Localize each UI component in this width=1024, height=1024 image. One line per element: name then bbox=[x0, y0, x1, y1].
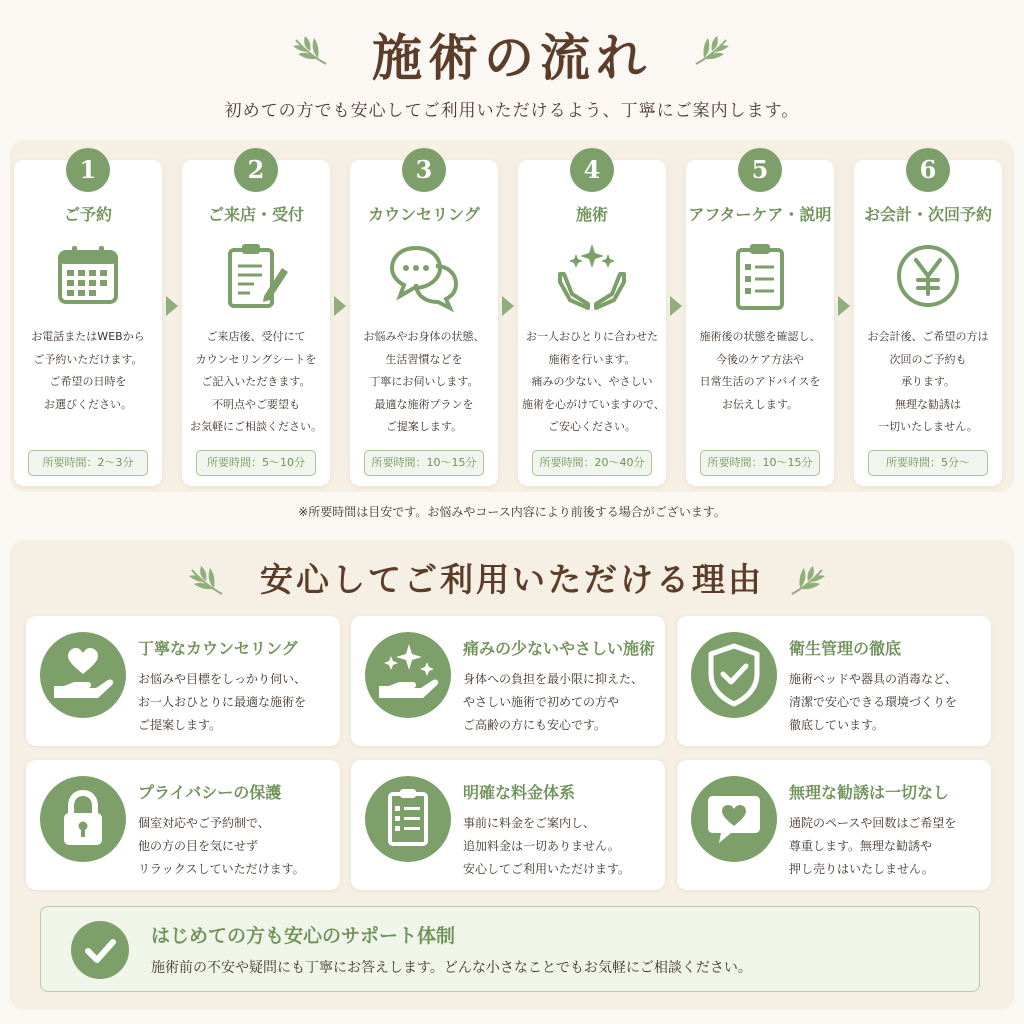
step-desc-line: 丁寧にお伺いします。 bbox=[369, 375, 479, 388]
support-description: 施術前の不安や疑問にも丁寧にお答えします。どんな小さなことでもお気軽にご相談ください。 bbox=[151, 960, 752, 976]
step-description bbox=[186, 326, 326, 439]
step-title: カウンセリング bbox=[368, 205, 480, 224]
reason-description bbox=[138, 668, 306, 737]
reason-card bbox=[26, 616, 340, 746]
step-desc-line: お電話またはWEBから bbox=[31, 330, 145, 343]
reason-description bbox=[789, 668, 957, 737]
step-description bbox=[858, 326, 998, 439]
reason-desc-line: お悩みや目標をしっかり伺い、 bbox=[138, 672, 307, 686]
reason-card bbox=[351, 616, 665, 746]
reason-desc-line: 事前に料金をご案内し、 bbox=[463, 816, 596, 830]
calendar-icon bbox=[50, 238, 126, 314]
reason-description bbox=[463, 812, 630, 881]
reason-desc-line: 個室対応やご予約制で、 bbox=[138, 816, 270, 830]
step-desc-line: ご希望の日時を bbox=[49, 375, 127, 388]
reason-desc-line: お一人おひとりに最適な施術を bbox=[138, 695, 307, 709]
step-desc-line: 今後のケア方法や bbox=[716, 352, 804, 366]
shield-check-icon bbox=[691, 632, 777, 718]
step-desc-line: 施術を行います。 bbox=[548, 352, 636, 366]
page-subtitle: 初めての方でも安心してご利用いただけるよう、丁寧にご案内します。 bbox=[224, 101, 800, 121]
leaf-right-icon bbox=[692, 34, 732, 68]
reason-title: 明確な料金体系 bbox=[463, 783, 576, 802]
step-desc-line: お伝えします。 bbox=[721, 397, 799, 411]
reason-card bbox=[351, 760, 665, 890]
duration-badge: 所要時間：10〜15分 bbox=[364, 450, 484, 476]
reason-description bbox=[789, 812, 956, 881]
step-desc-line: 次回のご予約も bbox=[889, 352, 967, 366]
support-banner bbox=[40, 906, 980, 992]
step-description bbox=[690, 326, 830, 416]
reason-card bbox=[677, 616, 991, 746]
clipboard-list-icon bbox=[722, 238, 798, 314]
reason-title: 痛みの少ないやさしい施術 bbox=[463, 639, 656, 658]
yen-coin-icon bbox=[890, 238, 966, 314]
step-desc-line: 日常生活のアドバイスを bbox=[699, 375, 821, 388]
reason-title: プライバシーの保護 bbox=[138, 783, 282, 802]
step-desc-line: 無理な勧誘は bbox=[895, 397, 961, 411]
clipboard-list-icon bbox=[365, 776, 451, 862]
reason-title: 丁寧なカウンセリング bbox=[138, 639, 298, 658]
lock-icon bbox=[40, 776, 126, 862]
step-desc-line: ご来店後、受付にて bbox=[206, 330, 306, 343]
step-desc-line: カウンセリングシートを bbox=[195, 352, 317, 366]
leaf-right-icon bbox=[788, 564, 828, 598]
chevron-right-icon bbox=[669, 295, 683, 317]
header bbox=[0, 0, 1024, 140]
reason-desc-line: 徹底しています。 bbox=[789, 718, 885, 732]
reasons-title: 安心してご利用いただける理由 bbox=[260, 560, 764, 599]
step-desc-line: お悩みやお身体の状態、 bbox=[363, 330, 485, 343]
reasons-section bbox=[10, 540, 1014, 1010]
duration-badge: 所要時間：20〜40分 bbox=[532, 450, 652, 476]
step-desc-line: 一切いたしません。 bbox=[878, 420, 978, 433]
chevron-right-icon bbox=[501, 295, 515, 317]
reason-title: 無理な勧誘は一切なし bbox=[789, 783, 950, 802]
step-desc-line: ご提案します。 bbox=[385, 420, 463, 433]
chevron-right-icon bbox=[333, 295, 347, 317]
speech-bubbles-icon bbox=[386, 238, 462, 314]
duration-badge: 所要時間：5〜10分 bbox=[196, 450, 316, 476]
chevron-right-icon bbox=[165, 295, 179, 317]
reason-desc-line: やさしい施術で初めての方や bbox=[463, 695, 620, 709]
process-steps bbox=[10, 140, 1014, 492]
reason-description bbox=[138, 812, 305, 881]
step-title: ご予約 bbox=[63, 205, 112, 224]
step-card bbox=[854, 155, 1002, 486]
reason-desc-line: 通院のペースや回数はご希望を bbox=[789, 816, 957, 830]
reason-desc-line: リラックスしていただけます。 bbox=[138, 862, 305, 876]
step-card bbox=[182, 155, 330, 486]
duration-badge: 所要時間：5分〜 bbox=[868, 450, 988, 476]
reason-title: 衛生管理の徹底 bbox=[789, 639, 902, 658]
step-title: お会計・次回予約 bbox=[863, 205, 992, 224]
step-title: 施術 bbox=[575, 205, 608, 224]
reason-card bbox=[677, 760, 991, 890]
step-card bbox=[686, 155, 834, 486]
reason-desc-line: 清潔で安心できる環境づくりを bbox=[789, 695, 958, 709]
step-desc-line: 最適な施術プランを bbox=[374, 397, 474, 411]
step-desc-line: 生活習慣などを bbox=[385, 352, 463, 366]
heart-hand-icon bbox=[40, 632, 126, 718]
step-card bbox=[14, 155, 162, 486]
step-desc-line: お一人おひとりに合わせた bbox=[526, 330, 658, 343]
reason-description bbox=[463, 668, 643, 737]
duration-badge: 所要時間：10〜15分 bbox=[700, 450, 820, 476]
step-number: 3 bbox=[402, 148, 446, 192]
step-desc-line: ご安心ください。 bbox=[548, 420, 636, 433]
step-description bbox=[522, 326, 665, 439]
step-desc-line: 施術を心がけていますので、 bbox=[522, 397, 665, 411]
support-title: はじめての方も安心のサポート体制 bbox=[151, 925, 456, 947]
clipboard-pen-icon bbox=[218, 238, 294, 314]
step-description bbox=[18, 326, 158, 416]
step-number: 4 bbox=[570, 148, 614, 192]
step-desc-line: 痛みの少ない、やさしい bbox=[531, 375, 653, 388]
step-number: 6 bbox=[906, 148, 950, 192]
step-desc-line: ご記入いただきます。 bbox=[201, 375, 311, 388]
reason-desc-line: 身体への負担を最小限に抑えた、 bbox=[463, 672, 644, 686]
reason-desc-line: ご提案します。 bbox=[138, 718, 222, 732]
heart-chat-icon bbox=[691, 776, 777, 862]
step-number: 5 bbox=[738, 148, 782, 192]
duration-note: ※所要時間は目安です。お悩みやコース内容により前後する場合がございます。 bbox=[298, 505, 726, 519]
step-title: アフターケア・説明 bbox=[688, 205, 832, 224]
step-desc-line: お会計後、ご希望の方は bbox=[867, 330, 989, 343]
duration-badge: 所要時間：2〜3分 bbox=[28, 450, 148, 476]
reason-desc-line: 追加料金は一切ありません。 bbox=[463, 839, 620, 853]
step-number: 2 bbox=[234, 148, 278, 192]
step-title: ご来店・受付 bbox=[207, 205, 304, 224]
sparkle-hand-icon bbox=[365, 632, 451, 718]
step-desc-line: ご予約いただけます。 bbox=[33, 352, 143, 366]
step-desc-line: 承ります。 bbox=[900, 375, 956, 388]
step-desc-line: お選びください。 bbox=[44, 397, 132, 411]
reason-desc-line: ご高齢の方にも安心です。 bbox=[463, 718, 607, 732]
step-description bbox=[354, 326, 494, 439]
reason-card bbox=[26, 760, 340, 890]
reason-desc-line: 尊重します。無理な勧誘や bbox=[789, 839, 933, 853]
reason-desc-line: 安心してご利用いただけます。 bbox=[463, 862, 631, 876]
step-desc-line: お気軽にご相談ください。 bbox=[190, 420, 322, 433]
step-card bbox=[350, 155, 498, 486]
reason-desc-line: 押し売りはいたしません。 bbox=[789, 862, 934, 876]
hands-sparkle-icon bbox=[554, 238, 630, 314]
step-desc-line: 不明点やご要望も bbox=[212, 397, 300, 411]
page-title: 施術の流れ bbox=[372, 28, 652, 87]
reason-desc-line: 施術ベッドや器具の消毒など、 bbox=[789, 672, 958, 686]
step-desc-line: 施術後の状態を確認し、 bbox=[699, 330, 821, 343]
step-card bbox=[518, 155, 666, 486]
step-number: 1 bbox=[66, 148, 110, 192]
check-circle-icon bbox=[71, 921, 129, 979]
reason-desc-line: 他の方の目を気にせず bbox=[138, 839, 259, 853]
chevron-right-icon bbox=[837, 295, 851, 317]
